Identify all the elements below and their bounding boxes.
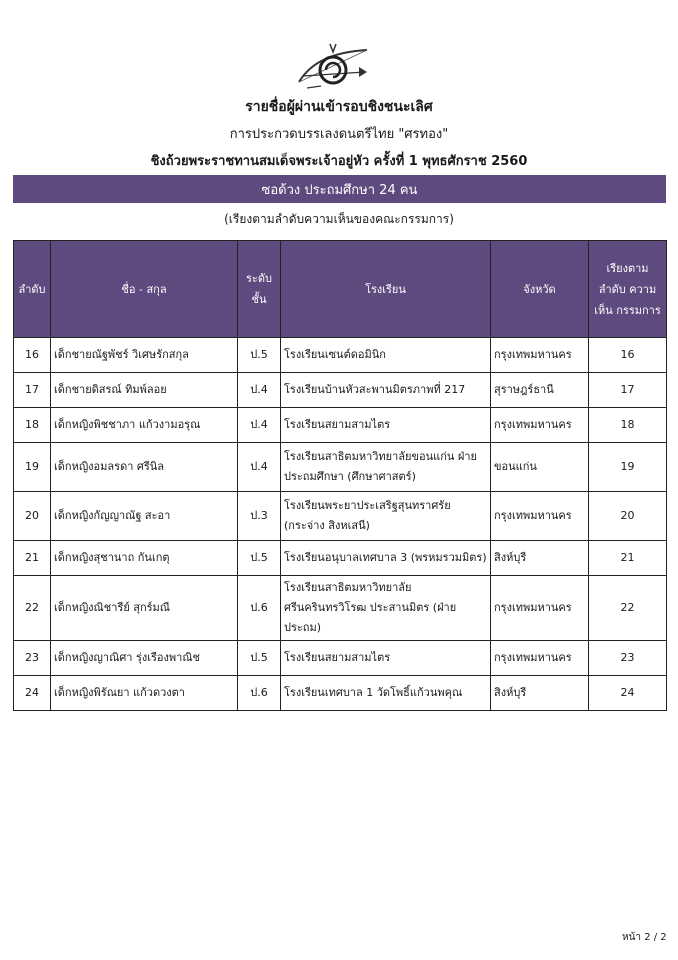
cell-rank: 18 — [589, 408, 667, 443]
col-header-level: ระดับชั้น — [238, 241, 281, 338]
cell-province: กรุงเทพมหานคร — [491, 492, 589, 541]
col-header-no: ลำดับ — [14, 241, 51, 338]
cell-school: โรงเรียนอนุบาลเทศบาล 3 (พรหมรวมมิตร) — [281, 541, 491, 576]
cell-province: ขอนแก่น — [491, 443, 589, 492]
table-row — [14, 443, 667, 492]
cell-rank: 20 — [589, 492, 667, 541]
cell-name: เด็กหญิงณิชารีย์ สุกร์มณี — [51, 576, 238, 641]
cell-rank: 22 — [589, 576, 667, 641]
cell-name: เด็กหญิงอมลรดา ศรีนิล — [51, 443, 238, 492]
table-header-row — [14, 241, 667, 338]
cell-no: 18 — [14, 408, 51, 443]
table-row — [14, 576, 667, 641]
table-row — [14, 408, 667, 443]
cell-level: ป.5 — [238, 641, 281, 676]
cell-name: เด็กหญิงสุชานาถ กันเกตุ — [51, 541, 238, 576]
page-number: หน้า 2 / 2 — [622, 932, 667, 943]
cell-no: 17 — [14, 373, 51, 408]
cell-rank: 19 — [589, 443, 667, 492]
cell-level: ป.6 — [238, 576, 281, 641]
table-row — [14, 373, 667, 408]
table-row — [14, 338, 667, 373]
bow-and-arrow-emblem-icon — [293, 42, 373, 94]
cell-no: 24 — [14, 676, 51, 711]
cell-no: 20 — [14, 492, 51, 541]
cell-level: ป.5 — [238, 338, 281, 373]
cell-no: 21 — [14, 541, 51, 576]
cell-school: โรงเรียนสยามสามไตร — [281, 408, 491, 443]
category-band — [13, 175, 666, 203]
cell-rank: 24 — [589, 676, 667, 711]
cell-school: โรงเรียนเซนต์ดอมินิก — [281, 338, 491, 373]
sort-note: (เรียงตามลำดับความเห็นของคณะกรรมการ) — [224, 212, 454, 226]
cell-name: เด็กชายดิสรณ์ ทิมพ์ลอย — [51, 373, 238, 408]
cell-name: เด็กหญิงกัญญาณัฐ สะอา — [51, 492, 238, 541]
cell-level: ป.3 — [238, 492, 281, 541]
cell-school: โรงเรียนพระยาประเสริฐสุนทราศรัย (กระจ่าง สิงหเสนี) — [281, 492, 491, 541]
cell-no: 22 — [14, 576, 51, 641]
table-row — [14, 492, 667, 541]
col-header-province: จังหวัด — [491, 241, 589, 338]
cell-province: กรุงเทพมหานคร — [491, 338, 589, 373]
results-table — [13, 240, 667, 711]
cell-name: เด็กชายณัฐพัชร์ วิเศษรักสกุล — [51, 338, 238, 373]
award-line: ชิงถ้วยพระราชทานสมเด็จพระเจ้าอยู่หัว ครั้งที่ 1 พุทธศักราช 2560 — [150, 154, 528, 169]
cell-level: ป.6 — [238, 676, 281, 711]
table-row — [14, 641, 667, 676]
cell-province: สุราษฎร์ธานี — [491, 373, 589, 408]
cell-rank: 21 — [589, 541, 667, 576]
cell-level: ป.4 — [238, 443, 281, 492]
cell-level: ป.4 — [238, 408, 281, 443]
cell-name: เด็กหญิงพิรัณยา แก้วดวงตา — [51, 676, 238, 711]
table-row — [14, 676, 667, 711]
cell-school: โรงเรียนสยามสามไตร — [281, 641, 491, 676]
cell-no: 19 — [14, 443, 51, 492]
cell-province: กรุงเทพมหานคร — [491, 641, 589, 676]
cell-no: 23 — [14, 641, 51, 676]
col-header-school: โรงเรียน — [281, 241, 491, 338]
cell-rank: 17 — [589, 373, 667, 408]
cell-no: 16 — [14, 338, 51, 373]
cell-name: เด็กหญิงพิชชาภา แก้วงามอรุณ — [51, 408, 238, 443]
cell-province: สิงห์บุรี — [491, 541, 589, 576]
cell-province: กรุงเทพมหานคร — [491, 576, 589, 641]
cell-name: เด็กหญิงญาณิศา รุ่งเรืองพาณิช — [51, 641, 238, 676]
cell-level: ป.4 — [238, 373, 281, 408]
cell-level: ป.5 — [238, 541, 281, 576]
cell-province: กรุงเทพมหานคร — [491, 408, 589, 443]
cell-province: สิงห์บุรี — [491, 676, 589, 711]
cell-school: โรงเรียนสาธิตมหาวิทยาลัยศรีนครินทรวิโรฒ ประสานมิตร (ฝ่ายประถม) — [281, 576, 491, 641]
category-label: ซอด้วง ประถมศึกษา 24 คน — [261, 182, 418, 198]
cell-school: โรงเรียนสาธิตมหาวิทยาลัยขอนแก่น ฝ่ายประถมศึกษา (ศึกษาศาสตร์) — [281, 443, 491, 492]
cell-school: โรงเรียนบ้านหัวสะพานมิตรภาพที่ 217 — [281, 373, 491, 408]
table-row — [14, 541, 667, 576]
page-title: รายชื่อผู้ผ่านเข้ารอบชิงชนะเลิศ — [245, 99, 433, 115]
col-header-name: ชื่อ - สกุล — [51, 241, 238, 338]
col-header-rank: เรียงตาม ลำดับ ความเห็น กรรมการ — [589, 241, 667, 338]
cell-rank: 23 — [589, 641, 667, 676]
cell-school: โรงเรียนเทศบาล 1 วัดโพธิ์แก้วนพคุณ — [281, 676, 491, 711]
contest-name: การประกวดบรรเลงดนตรีไทย "ศรทอง" — [229, 127, 449, 142]
cell-rank: 16 — [589, 338, 667, 373]
